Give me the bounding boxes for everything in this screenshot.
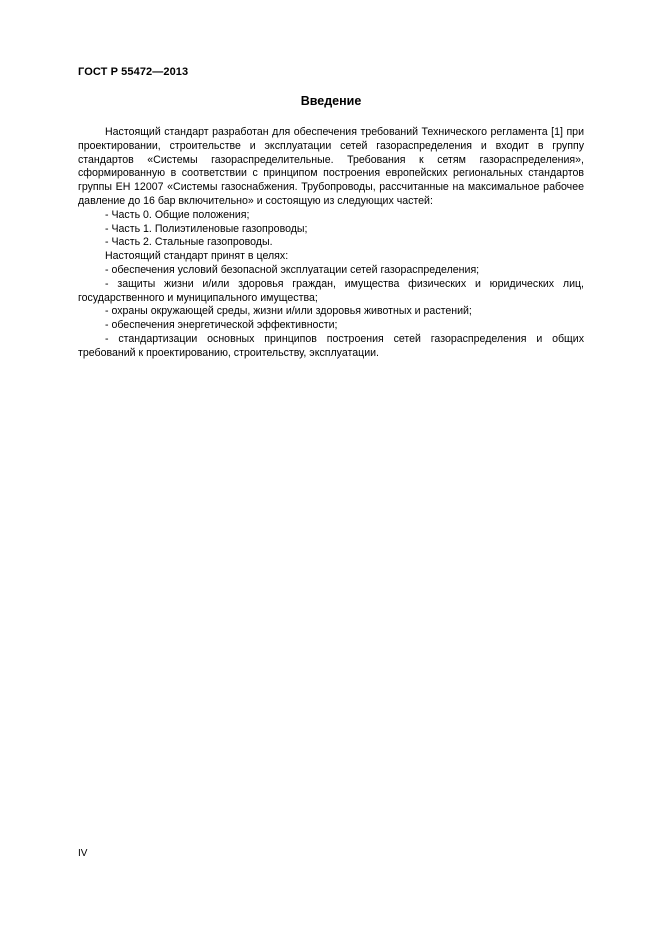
purpose-item-environment: - охраны окружающей среды, жизни и/или здоровья животных и растений; bbox=[105, 305, 472, 318]
purpose-item-safety: - обеспечения условий безопасной эксплуатации сетей газораспределения; bbox=[105, 263, 480, 276]
purpose-intro-paragraph: Настоящий стандарт принят в целях: bbox=[105, 250, 289, 263]
purpose-item-protection: - защиты жизни и/или здоровья граждан, имущества физических и юридических лиц, государственного и муниципального имущества; bbox=[78, 277, 584, 304]
purpose-item-standardization: - стандартизации основных принципов построения сетей газораспределения и общих требований к проектированию, строительству, эксплуатации. bbox=[78, 332, 584, 359]
list-item-part-2: - Часть 2. Стальные газопроводы. bbox=[105, 236, 273, 249]
list-item-part-1: - Часть 1. Полиэтиленовые газопроводы; bbox=[105, 222, 308, 235]
document-body bbox=[78, 126, 584, 361]
intro-paragraph: Настоящий стандарт разработан для обеспечения требований Технического регламента [1] при проектировании, строительстве и эксплуатации сетей газораспределения и входит в группу стандартов «Системы газораспределительные. Требования к сетям газораспределения», сформированную в соответствии с принципом построения европейских региональных стандартов группы ЕН 12007 «Системы газоснабжения. Трубопроводы, рассчитанные на максимальное рабочее давление до 16 бар включительно» и состоящую из следующих частей: bbox=[78, 126, 584, 207]
section-title: Введение bbox=[300, 94, 362, 108]
list-item-part-0: - Часть 0. Общие положения; bbox=[105, 208, 250, 221]
document-code: ГОСТ Р 55472—2013 bbox=[78, 66, 189, 78]
purpose-item-energy: - обеспечения энергетической эффективности; bbox=[105, 319, 338, 332]
page-number: IV bbox=[78, 848, 88, 859]
